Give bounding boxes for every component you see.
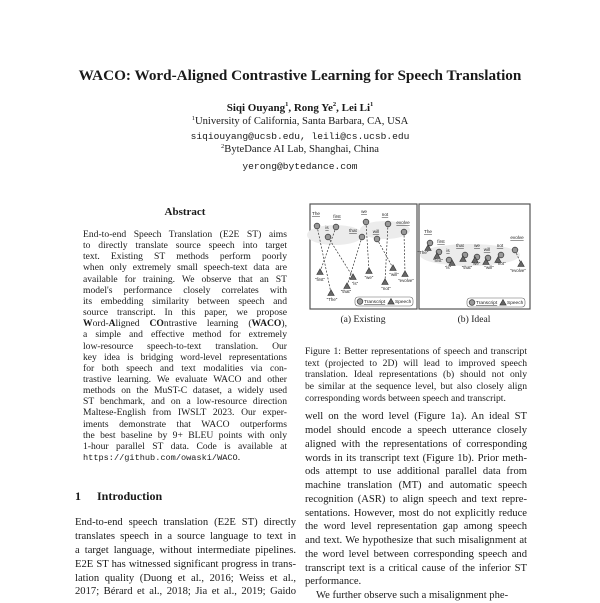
- code-link[interactable]: https://github.com/owaski/WACO: [83, 453, 238, 464]
- text-span: W: [83, 318, 93, 330]
- speech-word-label: "will": [484, 265, 494, 270]
- text-line: the best baseline by 9+ BLEU points with only: [83, 429, 287, 441]
- text-span: ord-: [92, 318, 109, 330]
- transcript-marker-icon: [357, 299, 363, 305]
- text-line: We further observe such a misalignment phe-: [316, 590, 509, 602]
- emails-1: siqiouyang@ucsb.edu, leili@cs.ucsb.edu: [190, 131, 410, 142]
- transcript-word-label: evolve: [510, 235, 524, 240]
- author-name: Rong Ye: [293, 102, 333, 114]
- text-line: sentations. However, most do not explicitly reduce: [305, 507, 527, 519]
- text-line: model should encode a speech utterance closely: [305, 425, 527, 437]
- transcript-marker-icon: [469, 300, 475, 306]
- text-line: lation quality (Duong et al., 2016; Weiss et al.,: [75, 572, 296, 584]
- transcript-marker-icon: [325, 234, 331, 240]
- transcript-word-label: will: [483, 247, 491, 252]
- speech-word-label: "is": [444, 265, 452, 270]
- text-span: ntrastive learning (: [163, 318, 252, 330]
- speech-word-label: "we": [364, 275, 374, 280]
- affiliation-1-text: University of California, Santa Barbara, CA, USA: [194, 116, 409, 127]
- text-line: corresponding words between speech and transcript.: [305, 392, 506, 404]
- affiliation-1: [192, 116, 409, 127]
- transcript-marker-icon: [498, 252, 504, 258]
- text-line: the word level between corresponding speech and: [305, 548, 527, 560]
- speech-word-label: "first": [314, 277, 326, 282]
- text-line: the word level representation gap among speech: [305, 521, 527, 533]
- text-line: a target language, without intermediate pipelines.: [75, 545, 296, 557]
- text-span: .: [237, 452, 241, 464]
- text-line: methods on the MuST-C dataset, a widely used: [83, 385, 287, 397]
- transcript-word-label: that: [349, 228, 357, 233]
- text-line: E2E ST has witnessed significant progress in trans-: [75, 558, 296, 570]
- transcript-marker-icon: [363, 219, 369, 225]
- speech-word-label: "that": [340, 289, 352, 294]
- text-line: a simple and effective method for extremely: [83, 329, 287, 341]
- transcript-marker-icon: [385, 221, 391, 227]
- author-affiliation-marker: 1: [285, 101, 289, 108]
- text-line: text (projected to 2D) will lead to improved speech: [305, 357, 527, 369]
- text-line: 2017; Bérard et al., 2018; Jia et al., 2019; Gaido: [75, 586, 296, 598]
- transcript-word-label: first: [437, 239, 445, 244]
- paper-title: WACO: Word-Aligned Contrastive Learning for Speech Translation: [78, 67, 522, 84]
- text-line: source transcript. In this paper, we propose: [83, 307, 287, 319]
- transcript-word-label: we: [474, 243, 480, 248]
- transcript-marker-icon: [359, 234, 365, 240]
- section-title: Introduction: [97, 489, 163, 503]
- text-line: aligned with the representations of corresponding: [305, 438, 527, 450]
- text-line: key idea is bridging word-level representations: [83, 351, 287, 363]
- text-line: iments demonstrate that WACO outperforms: [83, 418, 287, 430]
- text-line: well on the word level (Figure 1a). An ideal ST: [305, 411, 527, 423]
- author-name: Siqi Ouyang: [226, 102, 286, 114]
- transcript-word-label: is: [446, 248, 450, 253]
- text-line: words in its transcript text (Figure 1b). Prior meth-: [305, 452, 527, 464]
- speech-word-label: "evolve": [510, 268, 526, 273]
- text-line: Figure 1: Better representations of speech and transcript: [305, 346, 527, 358]
- legend-transcript-label: Transcript: [476, 301, 498, 307]
- figure-1: [300, 200, 535, 315]
- transcript-marker-icon: [512, 247, 518, 253]
- transcript-word-label: evolve: [396, 220, 410, 225]
- author-separator: ,: [288, 102, 294, 114]
- section-heading-introduction: [75, 489, 162, 504]
- speech-word-label: "evolve": [398, 278, 414, 283]
- text-line: model's performance closely correlates with: [83, 284, 287, 296]
- transcript-word-label: we: [361, 209, 367, 214]
- text-line: when only extremely small speech-text data are: [83, 262, 287, 274]
- speech-word-label: "not": [381, 286, 391, 291]
- author-name: Lei Li: [341, 102, 371, 114]
- transcript-marker-icon: [314, 223, 320, 229]
- transcript-word-label: will: [372, 229, 380, 234]
- text-line: for both speech and text modalities via con-: [83, 362, 287, 374]
- author-affiliation-marker: 1: [370, 101, 374, 108]
- text-line: Maltese-English from IWSLT 2023. Our exper-: [83, 407, 287, 419]
- transcript-word-label: The: [424, 229, 432, 234]
- author-list: [227, 102, 374, 114]
- speech-word-label: "that": [461, 265, 473, 270]
- text-line: recognition (ASR) to align speech and text repre-: [305, 493, 527, 505]
- legend-transcript-label: Transcript: [364, 300, 386, 306]
- speech-word-label: "we": [471, 261, 481, 266]
- transcript-word-label: that: [456, 243, 464, 248]
- text-line: to directly translate source speech into target: [83, 240, 287, 252]
- text-span: ),: [281, 318, 287, 330]
- text-line: and text. We hypothesize that such misalignment at: [305, 535, 527, 547]
- text-line: be similar at the sequence level, but also closely align: [305, 381, 527, 393]
- text-line: End-to-end Speech Translation (E2E ST) aims: [83, 229, 287, 241]
- text-line: ST benchmark, and on a low-resource direction: [83, 396, 287, 408]
- affiliation-2: [221, 144, 379, 155]
- transcript-marker-icon: [374, 236, 380, 242]
- text-span: CO: [149, 318, 164, 330]
- transcript-word-label: not: [381, 212, 389, 217]
- transcript-word-label: is: [325, 225, 329, 230]
- text-line: End-to-end speech translation (E2E ST) directly: [75, 517, 296, 529]
- affiliation-2-text: ByteDance AI Lab, Shanghai, China: [224, 144, 379, 155]
- text-line: machine translation (MT) and automatic speech: [305, 480, 527, 492]
- transcript-word-label: The: [312, 211, 320, 216]
- author-affiliation-marker: 2: [332, 101, 337, 108]
- abstract-heading: Abstract: [164, 206, 206, 218]
- author-separator: ,: [336, 102, 342, 114]
- text-span: A: [108, 318, 116, 330]
- text-span: ligned: [115, 318, 150, 330]
- speech-word-label: "not": [496, 261, 506, 266]
- section-number: 1: [75, 489, 81, 503]
- affiliation-1-marker: 1: [191, 115, 195, 122]
- text-line: transcript text is a critical cause of the inferior ST: [305, 562, 527, 574]
- legend-speech-label: Speech: [395, 300, 412, 306]
- text-line: 1-hour parallel ST data. Code is available at: [83, 440, 287, 452]
- text-line: performance.: [305, 576, 362, 588]
- emails-2: yerong@bytedance.com: [242, 161, 358, 172]
- text-line: [83, 318, 287, 330]
- speech-word-label: "is": [351, 281, 359, 286]
- text-line: available for training. We observe that an ST: [83, 273, 287, 285]
- transcript-word-label: first: [333, 214, 341, 219]
- text-line: [83, 452, 287, 465]
- figure-1b-caption: (b) Ideal: [457, 314, 491, 325]
- speech-word-label: "first": [432, 258, 444, 263]
- text-line: translation. Ideal representations (b) should not only: [305, 369, 527, 381]
- transcript-word-label: not: [496, 243, 504, 248]
- speech-word-label: "The": [326, 297, 338, 302]
- transcript-marker-icon: [401, 229, 407, 235]
- text-line: ods attempt to use additional parallel data from: [305, 466, 527, 478]
- text-line: trastive learning. We evaluate WACO and other: [83, 373, 287, 385]
- text-line: translates speech in a source language to text in: [75, 531, 296, 543]
- speech-word-label: "will": [389, 272, 399, 277]
- affiliation-2-marker: 2: [221, 143, 225, 150]
- text-line: its embedding similarity between speech and: [83, 295, 287, 307]
- text-line: text. Existing ST methods perform poorly: [83, 251, 287, 263]
- legend-speech-label: Speech: [507, 301, 524, 307]
- text-span: WACO: [251, 318, 282, 330]
- transcript-marker-icon: [333, 224, 339, 230]
- speech-word-label: "The": [417, 250, 429, 255]
- figure-1a-caption: (a) Existing: [340, 314, 386, 325]
- text-line: low-resource speech-to-text translation. Our: [83, 340, 287, 352]
